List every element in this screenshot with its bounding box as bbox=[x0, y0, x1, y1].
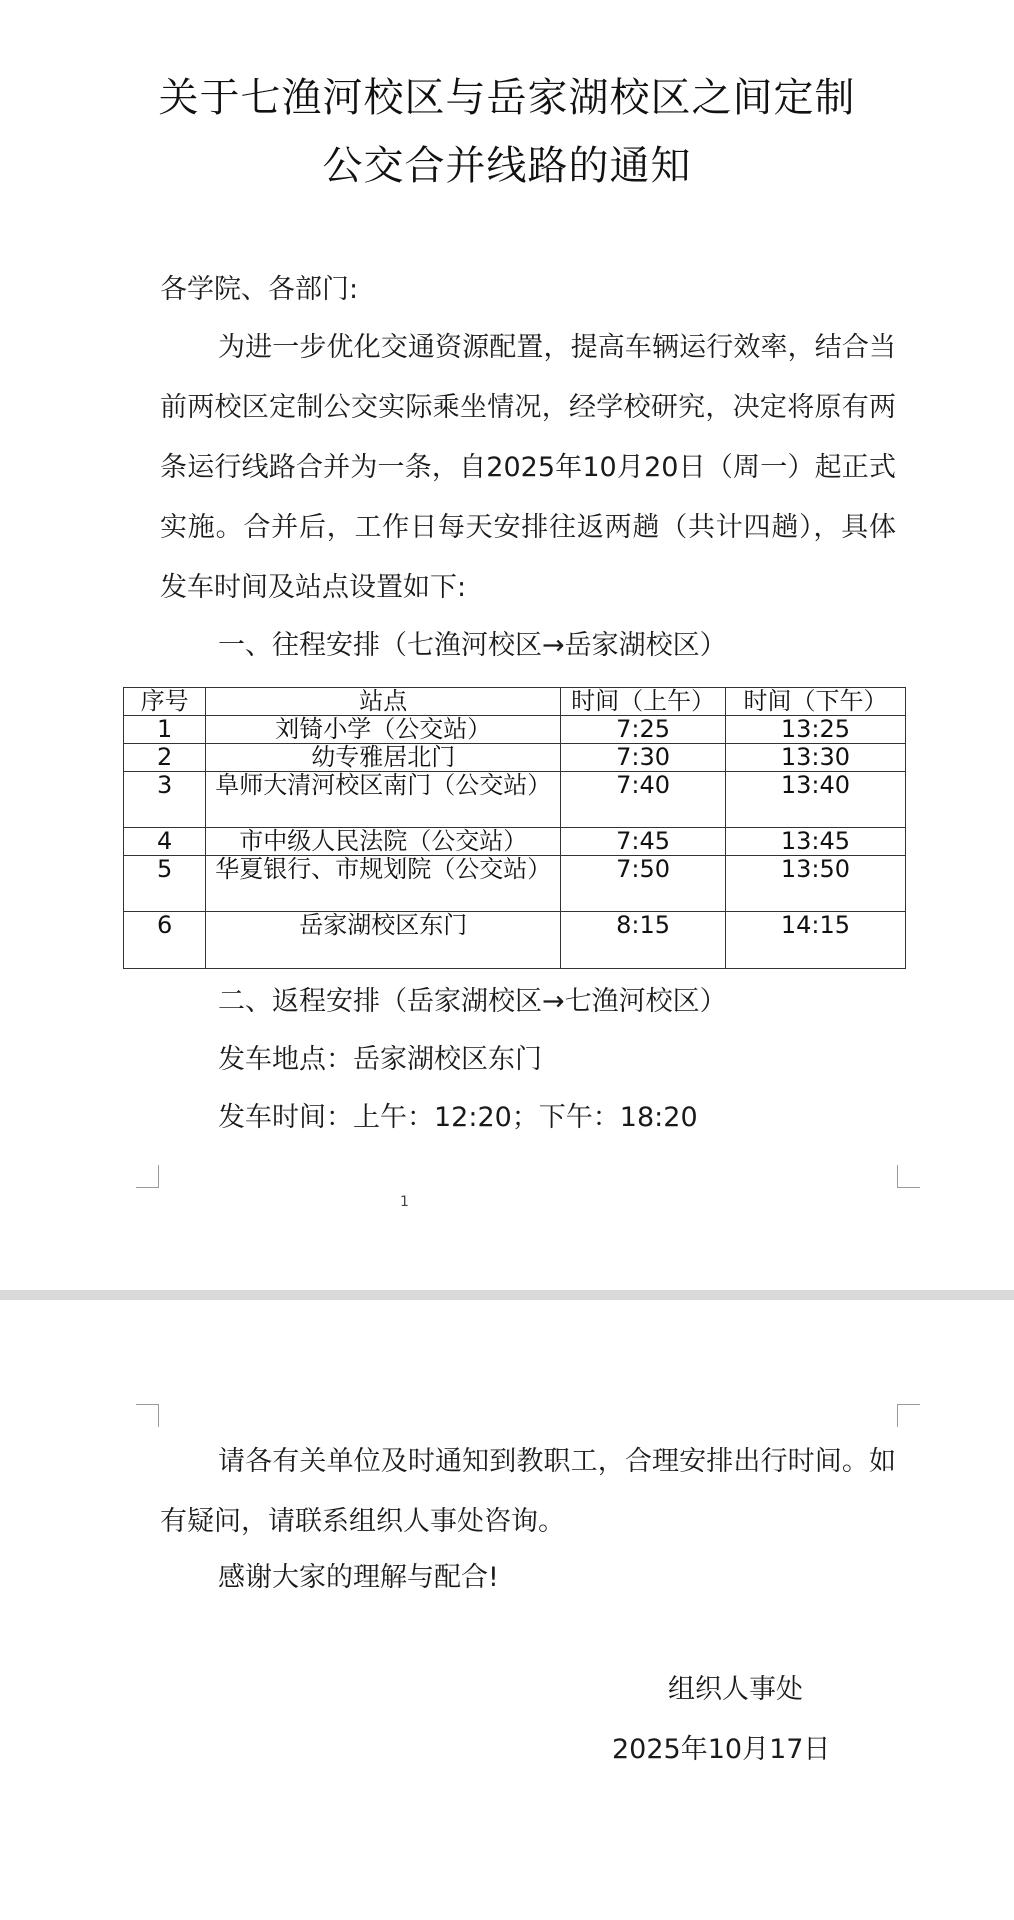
section-1-heading: 一、往程安排（七渔河校区→岳家湖校区） bbox=[218, 630, 727, 661]
cell-time-am: 7:40 bbox=[561, 772, 726, 828]
departure-place: 发车地点：岳家湖校区东门 bbox=[218, 1044, 542, 1075]
cell-stop: 阜师大清河校区南门（公交站） bbox=[206, 772, 561, 828]
cell-time-pm: 13:50 bbox=[725, 856, 905, 912]
cell-time-pm: 13:40 bbox=[725, 772, 905, 828]
table-header-row bbox=[124, 688, 906, 716]
header-time-am: 时间（上午） bbox=[561, 688, 726, 716]
document-page-2 bbox=[0, 1300, 1014, 1920]
signature-date: 2025年10月17日 bbox=[612, 1734, 831, 1765]
cell-no: 6 bbox=[124, 912, 206, 969]
header-no: 序号 bbox=[124, 688, 206, 716]
page-number: 1 bbox=[400, 1194, 409, 1210]
notice-title-line-2: 公交合并线路的通知 bbox=[322, 143, 692, 189]
margin-corner-mark bbox=[136, 1404, 159, 1427]
margin-corner-mark bbox=[897, 1165, 920, 1188]
table-row bbox=[124, 744, 906, 772]
cell-stop: 市中级人民法院（公交站） bbox=[206, 828, 561, 856]
cell-no: 3 bbox=[124, 772, 206, 828]
header-time-pm: 时间（下午） bbox=[725, 688, 905, 716]
cell-stop: 岳家湖校区东门 bbox=[206, 912, 561, 969]
cell-no: 4 bbox=[124, 828, 206, 856]
section-2-heading: 二、返程安排（岳家湖校区→七渔河校区） bbox=[218, 986, 727, 1017]
cell-no: 5 bbox=[124, 856, 206, 912]
table-row bbox=[124, 912, 906, 969]
departure-time: 发车时间：上午：12:20；下午：18:20 bbox=[218, 1102, 698, 1133]
signature-org: 组织人事处 bbox=[668, 1674, 803, 1705]
cell-time-am: 7:25 bbox=[561, 716, 726, 744]
notice-title-line-1: 关于七渔河校区与岳家湖校区之间定制 bbox=[158, 75, 856, 121]
cell-time-pm: 13:45 bbox=[725, 828, 905, 856]
cell-time-pm: 13:30 bbox=[725, 744, 905, 772]
cell-time-pm: 14:15 bbox=[725, 912, 905, 969]
cell-stop: 幼专雅居北门 bbox=[206, 744, 561, 772]
cell-no: 1 bbox=[124, 716, 206, 744]
table-row bbox=[124, 856, 906, 912]
cell-time-am: 7:50 bbox=[561, 856, 726, 912]
header-stop: 站点 bbox=[206, 688, 561, 716]
cell-time-am: 7:45 bbox=[561, 828, 726, 856]
page-break-separator bbox=[0, 1290, 1014, 1300]
cell-time-am: 8:15 bbox=[561, 912, 726, 969]
table-row bbox=[124, 828, 906, 856]
thanks-line: 感谢大家的理解与配合! bbox=[218, 1562, 499, 1593]
cell-no: 2 bbox=[124, 744, 206, 772]
cell-time-am: 7:30 bbox=[561, 744, 726, 772]
table-row bbox=[124, 772, 906, 828]
table-row bbox=[124, 716, 906, 744]
cell-stop: 华夏银行、市规划院（公交站） bbox=[206, 856, 561, 912]
margin-corner-mark bbox=[136, 1165, 159, 1188]
outbound-schedule-table bbox=[123, 687, 906, 969]
salutation: 各学院、各部门: bbox=[160, 274, 359, 305]
intro-paragraph: 为进一步优化交通资源配置，提高车辆运行效率，结合当前两校区定制公交实际乘坐情况，经学校研究，决定将原有两条运行线路合并为一条，自2025年10月20日（周一）起正式实施。合并后，工作日每天安排往返两趟（共计四趟），具体发车时间及站点设置如下: bbox=[160, 332, 896, 603]
cell-time-pm: 13:25 bbox=[725, 716, 905, 744]
closing-paragraph: 请各有关单位及时通知到教职工，合理安排出行时间。如有疑问，请联系组织人事处咨询。 bbox=[160, 1446, 896, 1537]
margin-corner-mark bbox=[897, 1404, 920, 1427]
cell-stop: 刘锜小学（公交站） bbox=[206, 716, 561, 744]
